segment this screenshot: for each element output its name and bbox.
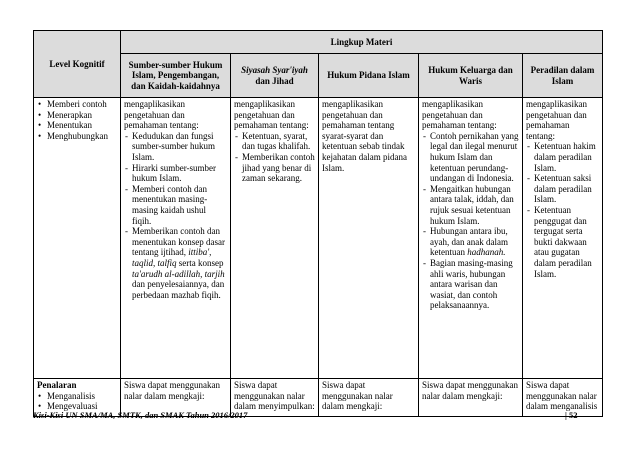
level-item: • Menerapkan	[47, 110, 117, 121]
cell-item: - Bagian masing-masing ahli waris, hubungan antara warisan dan wasiat, dan contoh pelaksanaannya.	[430, 258, 519, 311]
kisi-kisi-table	[33, 30, 603, 417]
level-item: • Menganalisis	[47, 391, 117, 402]
column-header-siyasah-title: Siyasah Syar'iyah	[241, 64, 308, 75]
cell-item	[430, 226, 519, 258]
cell-intro: mengaplikasikan pengetahuan dan pemahaman tentang:	[526, 99, 587, 141]
cell-sumber-hukum	[121, 98, 231, 379]
penalaran-cell: Siswa dapat menggunakan nalar dalam mengkaji:	[121, 379, 231, 417]
cell-intro: mengaplikasikan pengetahuan dan pemahaman tentang:	[422, 99, 497, 131]
cell-item	[132, 226, 227, 300]
cell-item-italic: ittiba', taqlid, talfiq	[132, 247, 212, 268]
column-header-siyasah	[231, 54, 319, 98]
cell-item: - Ketentuan, syarat, dan tugas khalifah.	[242, 131, 315, 152]
lingkup-materi-header: Lingkup Materi	[121, 31, 603, 54]
row-aplikasi	[34, 98, 603, 379]
cell-item: - Mengaitkan hubungan antara talak, iddah, dan rujuk sesuai ketentuan hukum Islam.	[430, 184, 519, 226]
level-kognitif-header: Level Kognitif	[34, 31, 121, 98]
cell-item-text: Hubungan antara ibu, ayah, dan anak dalam ketentuan	[430, 226, 508, 258]
cell-item: - Hirarki sumber-sumber hukum Islam.	[132, 163, 227, 184]
cell-peradilan	[523, 98, 603, 379]
column-header-keluarga-waris: Hukum Keluarga dan Waris	[419, 54, 523, 98]
cell-item-text: Memberikan contoh dan menentukan konsep dasar tentang ijtihad,	[132, 226, 225, 258]
column-header-peradilan: Peradilan dalam Islam	[523, 54, 603, 98]
cell-item: - Ketentuan saksi dalam peradilan Islam.	[534, 173, 599, 205]
cell-item: - Memberikan contoh jihad yang benar di zaman sekarang.	[242, 152, 315, 184]
cell-item: - Memberi contoh dan menentukan masing-masing kaidah ushul fiqih.	[132, 184, 227, 226]
level-title: Penalaran	[37, 380, 77, 390]
level-item: • Memberi contoh	[47, 99, 117, 110]
cell-siyasah	[231, 98, 319, 379]
level-cell-aplikasi	[34, 98, 121, 379]
penalaran-cell: Siswa dapat menggunakan nalar dalam mengkaji:	[319, 379, 419, 417]
penalaran-cell: Siswa dapat menggunakan nalar dalam menyimpulkan:	[231, 379, 319, 417]
cell-item-text: serta konsep	[178, 257, 224, 268]
penalaran-cell: Siswa dapat menggunakan nalar dalam mengkaji:	[419, 379, 523, 417]
column-header-sumber-hukum: Sumber-sumber Hukum Islam, Pengembangan, dan Kaidah-kaidahnya	[121, 54, 231, 98]
cell-item-italic: hadhanah.	[467, 247, 506, 258]
cell-item-italic: ta'arudh al-adillah, tarjih	[132, 268, 225, 279]
cell-intro: mengaplikasikan pengetahuan dan pemahaman tentang:	[234, 99, 309, 131]
level-item: • Menghubungkan	[47, 131, 117, 142]
cell-item: - Contoh pernikahan yang legal dan ilegal menurut hukum Islam dan ketentuan perundang-undangan di Indonesia.	[430, 131, 519, 184]
cell-item: - Ketentuan hakim dalam peradilan Islam.	[534, 141, 599, 173]
level-item: • Menentukan	[47, 120, 117, 131]
level-item: • Mengevaluasi	[47, 401, 117, 412]
cell-pidana	[319, 98, 419, 379]
header-row-1	[34, 31, 603, 54]
column-header-pidana: Hukum Pidana Islam	[319, 54, 419, 98]
column-header-siyasah-sub: dan Jihad	[255, 75, 294, 86]
cell-item: - Kedudukan dan fungsi sumber-sumber hukum Islam.	[132, 131, 227, 163]
penalaran-cell: Siswa dapat menggunakan nalar dalam menganalisis	[523, 379, 603, 417]
cell-keluarga-waris	[419, 98, 523, 379]
cell-intro: mengaplikasikan pengetahuan dan pemahaman tentang:	[124, 99, 199, 131]
footer-page-number: | 52	[565, 410, 578, 420]
footer-document-title: Kisi-Kisi UN SMA/MA, SMTK, dan SMAK Tahun 2016/2017	[33, 410, 248, 420]
cell-item-text: dan penyelesaiannya, dan perbedaan mazhab fiqih.	[132, 279, 225, 300]
cell-item: - Ketentuan penggugat dan tergugat serta bukti dakwaan atau gugatan dalam peradilan Islam.	[534, 205, 599, 279]
cell-text: mengaplikasikan pengetahuan dan pemahaman tentang syarat-syarat dan ketentuan sebab tindak kejahatan dalam pidana Islam.	[322, 99, 407, 173]
